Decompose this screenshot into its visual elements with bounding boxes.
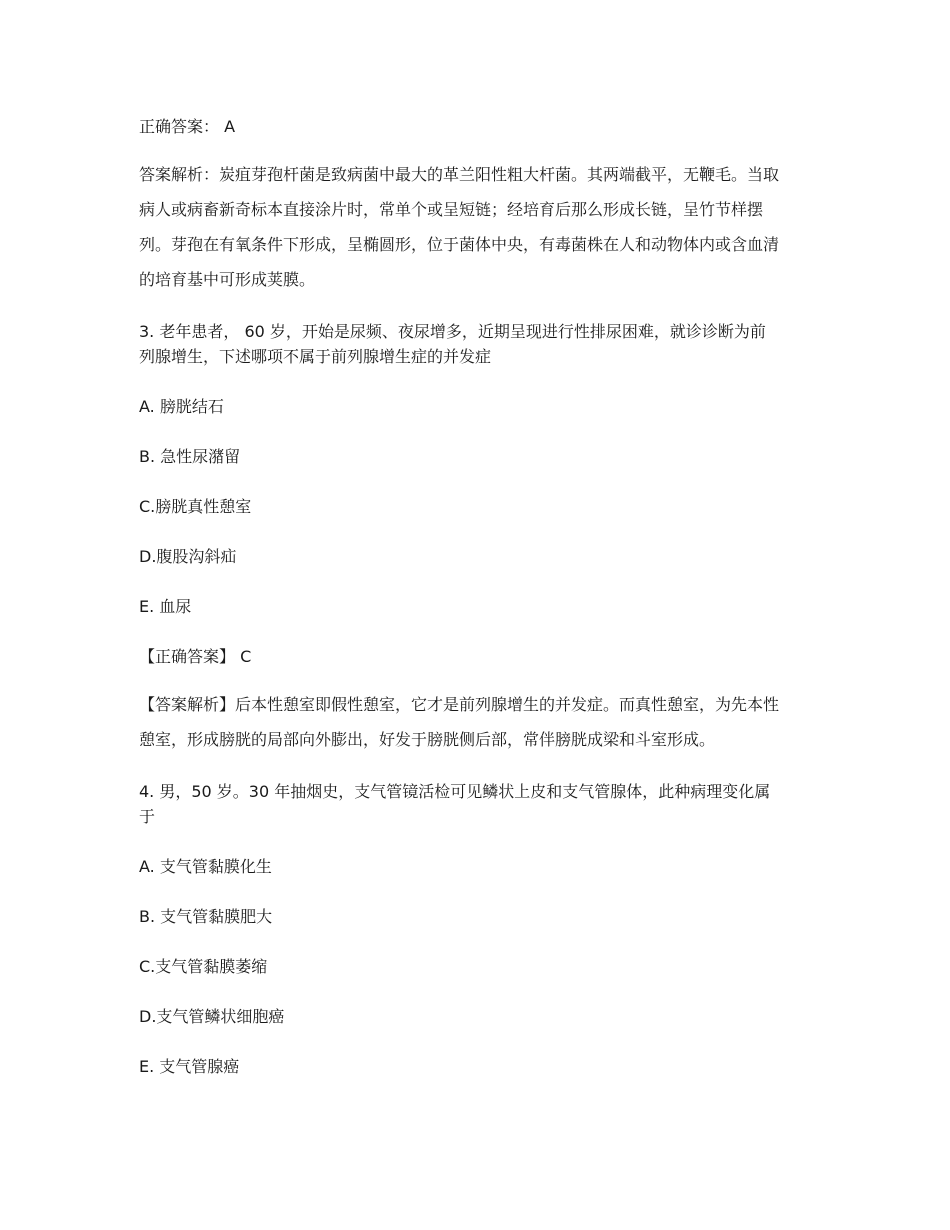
q4-option-b: B. 支气管黏膜肥大 (139, 907, 273, 926)
q2-answer: 正确答案： A (139, 117, 236, 136)
q3-question: 3. 老年患者， 60 岁，开始是尿频、夜尿增多，近期呈现进行性排尿困难，就诊诊断为前列腺增生，下述哪项不属于前列腺增生症的并发症 (139, 322, 766, 366)
q4-option-c: C.支气管黏膜萎缩 (139, 957, 268, 976)
q3-option-c: C.膀胱真性憩室 (139, 497, 252, 516)
q4-option-a: A. 支气管黏膜化生 (139, 857, 272, 876)
q3-option-a: A. 膀胱结石 (139, 397, 224, 416)
q4-option-e: E. 支气管腺癌 (139, 1057, 240, 1076)
document-page (139, 114, 779, 1079)
q3-option-d: D.腹股沟斜疝 (139, 547, 237, 566)
q2-analysis: 答案解析：炭疽芽孢杆菌是致病菌中最大的革兰阳性粗大杆菌。其两端截平，无鞭毛。当取病人或病畜新奇标本直接涂片时，常单个或呈短链；经培育后那么形成长链，呈竹节样摆列。芽孢在有氧条件下形成，呈椭圆形，位于菌体中央，有毒菌株在人和动物体内或含血清的培育基中可形成荚膜。 (139, 165, 780, 289)
q3-option-b: B. 急性尿潴留 (139, 447, 241, 466)
q3-option-e: E. 血尿 (139, 597, 192, 616)
q3-answer: 【正确答案】 C (139, 647, 252, 666)
q4-question: 4. 男，50 岁。30 年抽烟史，支气管镜活检可见鳞状上皮和支气管腺体，此种病理变化属于 (139, 782, 771, 826)
q4-option-d: D.支气管鳞状细胞癌 (139, 1007, 285, 1026)
q3-analysis: 【答案解析】后本性憩室即假性憩室，它才是前列腺增生的并发症。而真性憩室，为先本性憩室，形成膀胱的局部向外膨出，好发于膀胱侧后部，常伴膀胱成梁和斗室形成。 (139, 695, 780, 749)
